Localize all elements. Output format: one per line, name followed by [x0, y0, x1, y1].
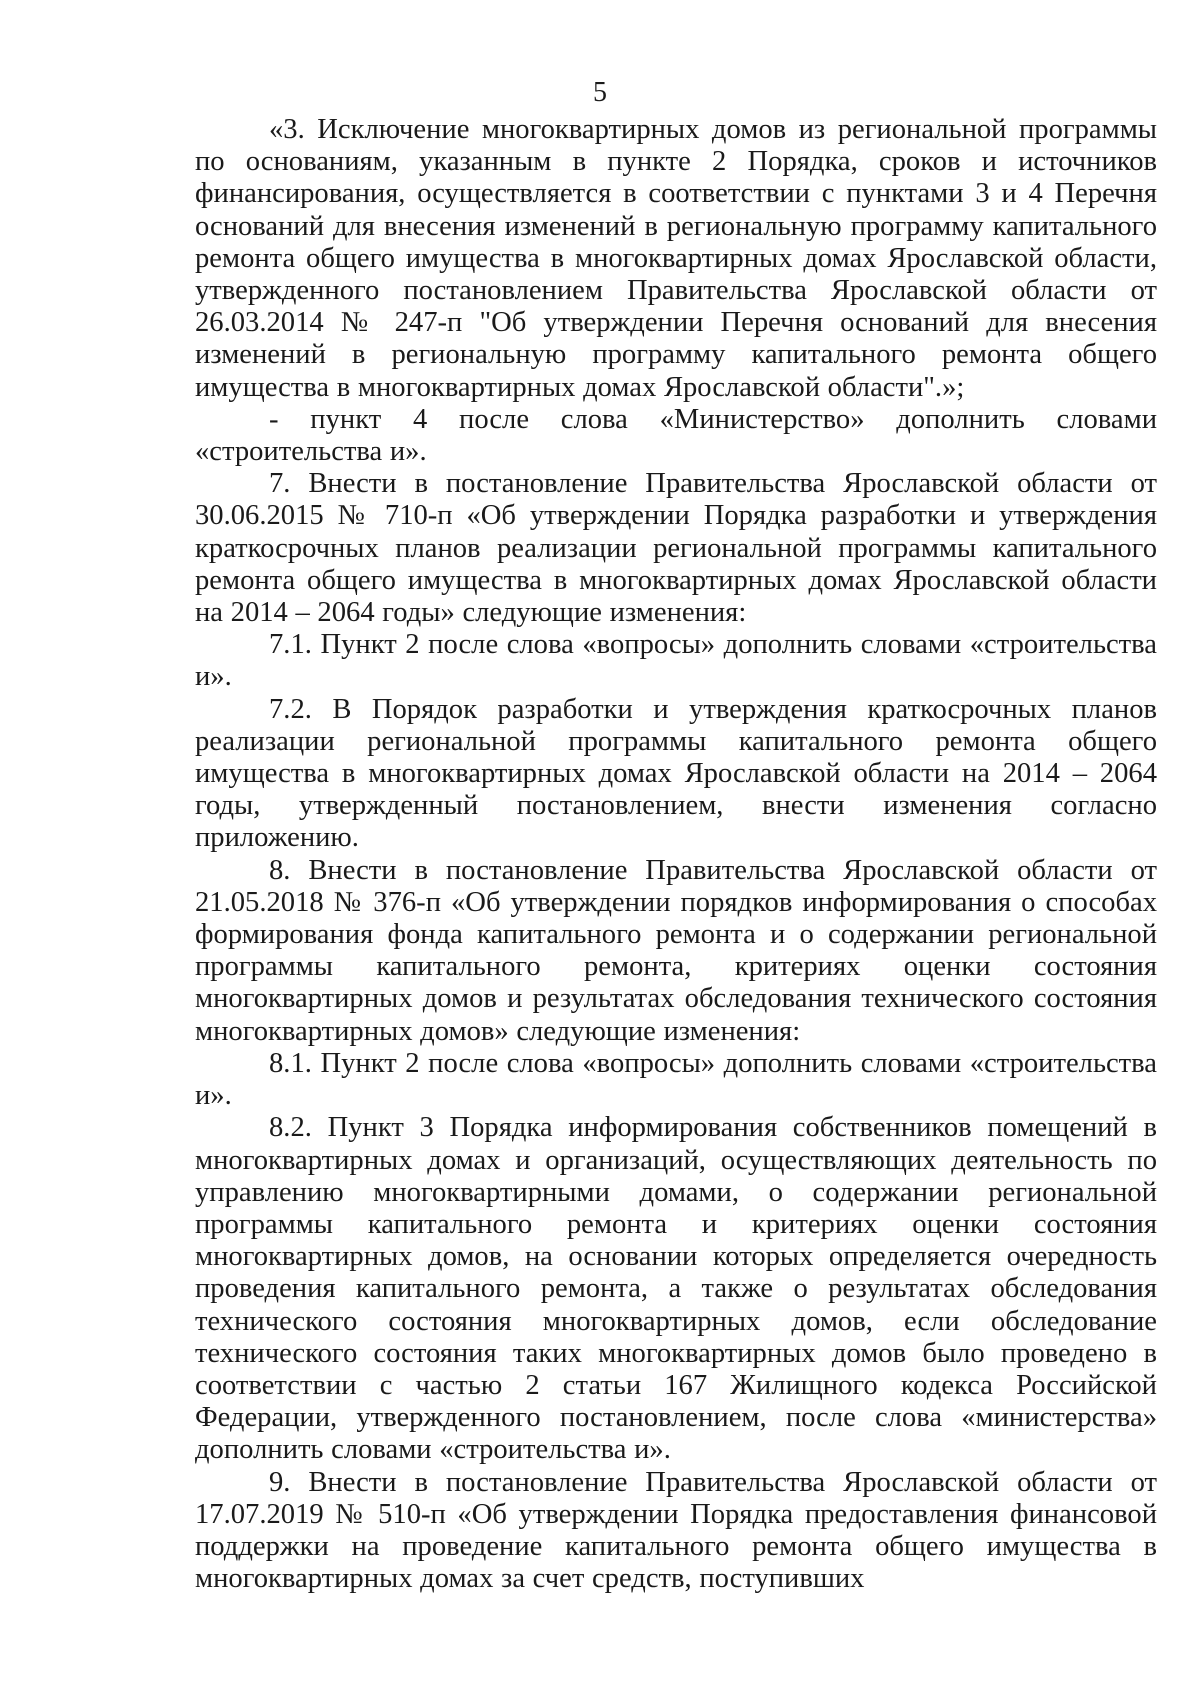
paragraph-section-7-2: 7.2. В Порядок разработки и утверждения краткосрочных планов реализации региональной программы капитального ремонта общего имущества в многоквартирных домах Ярославской области на 2014 – 2064 годы, утвержденный постановлением, внести изменения согласно приложению. [195, 693, 1157, 854]
paragraph-section-8-2: 8.2. Пункт 3 Порядка информирования собственников помещений в многоквартирных домах и организаций, осуществляющих деятельность по управлению многоквартирными домами, о содержании региональной программы капитального ремонта и критериях оценки состояния многоквартирных домов, на основании которых определяется очередность проведения капитального ремонта, а также о результатах обследования технического состояния многоквартирных домов, если обследование технического состояния таких многоквартирных домов было проведено в соответствии с частью 2 статьи 167 Жилищного кодекса Российской Федерации, утвержденного постановлением, после слова «министерства» дополнить словами «строительства и». [195, 1112, 1157, 1466]
paragraph-section-7-1: 7.1. Пункт 2 после слова «вопросы» дополнить словами «строительства и». [195, 629, 1157, 693]
page-number: 5 [593, 77, 607, 108]
paragraph-item-3-exclusion: «3. Исключение многоквартирных домов из региональной программы по основаниям, указанным в пункте 2 Порядка, сроков и источников финансирования, осуществляется в соответствии с пунктами 3 и 4 Перечня оснований для внесения изменений в региональную программу капитального ремонта общего имущества в многоквартирных домах Ярославской области, утвержденного постановлением Правительства Ярославской области от 26.03.2014 № 247-п "Об утверждении Перечня оснований для внесения изменений в региональную программу капитального ремонта общего имущества в многоквартирных домах Ярославской области".»; [195, 114, 1157, 403]
paragraph-section-8: 8. Внести в постановление Правительства Ярославской области от 21.05.2018 № 376-п «Об утверждении порядков информирования о способах формирования фонда капитального ремонта и о содержании региональной программы капитального ремонта, критериях оценки состояния многоквартирных домов и результатах обследования технического состояния многоквартирных домов» следующие изменения: [195, 854, 1157, 1047]
paragraph-point-4-amendment: - пункт 4 после слова «Министерство» дополнить словами «строительства и». [195, 403, 1157, 468]
paragraph-section-8-1: 8.1. Пункт 2 после слова «вопросы» дополнить словами «строительства и». [195, 1047, 1157, 1112]
paragraph-section-7: 7. Внести в постановление Правительства Ярославской области от 30.06.2015 № 710-п «Об утверждении Порядка разработки и утверждения краткосрочных планов реализации региональной программы капитального ремонта общего имущества в многоквартирных домах Ярославской области на 2014 – 2064 годы» следующие изменения: [195, 468, 1157, 629]
paragraph-section-9: 9. Внести в постановление Правительства Ярославской области от 17.07.2019 № 510-п «Об утверждении Порядка предоставления финансовой поддержки на проведение капитального ремонта общего имущества в многоквартирных домах за счет средств, поступивших [195, 1466, 1157, 1595]
document-body [195, 114, 1157, 1595]
